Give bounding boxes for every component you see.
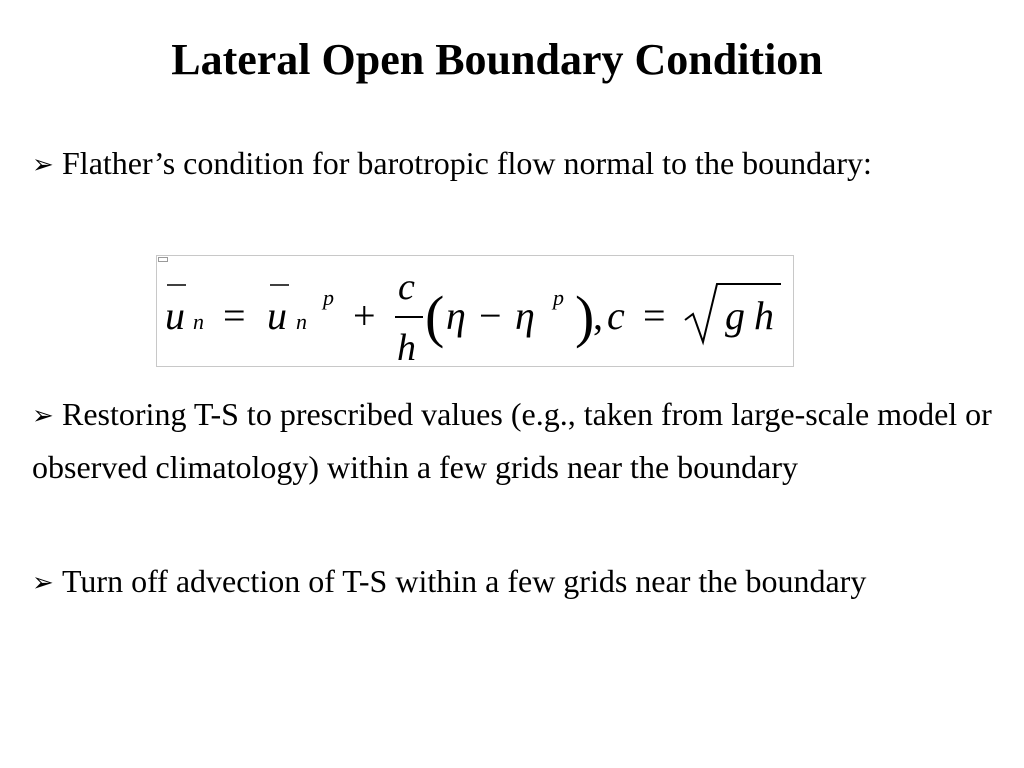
equation-svg — [157, 256, 795, 368]
superscript-p: p — [323, 285, 334, 310]
eta-symbol: η — [446, 293, 466, 338]
subscript-n-2: n — [296, 309, 307, 334]
arrowhead-bullet-icon: ➢ — [32, 401, 54, 431]
arrowhead-bullet-icon: ➢ — [32, 150, 54, 180]
left-paren: ( — [425, 284, 445, 349]
bullet-restoring — [32, 389, 992, 493]
equals-sign: = — [223, 293, 246, 338]
arrowhead-bullet-icon: ➢ — [32, 568, 54, 598]
h-symbol: h — [754, 293, 774, 338]
minus-sign: − — [479, 293, 502, 338]
bullet-text: Flather’s condition for barotropic flow normal to the boundary: — [62, 145, 872, 181]
slide-title: Lateral Open Boundary Condition — [171, 35, 823, 84]
numerator-c: c — [398, 266, 415, 308]
equals-sign-2: = — [643, 293, 666, 338]
bullet-text: Restoring T-S to prescribed values (e.g., taken from large-scale model or observed climatology) within a few grids near the boundary — [32, 396, 992, 485]
u-symbol-2: u — [267, 293, 287, 338]
denominator-h: h — [397, 327, 416, 368]
plus-sign: + — [353, 293, 376, 338]
u-symbol: u — [165, 293, 185, 338]
eta-symbol-2: η — [515, 293, 535, 338]
flather-equation — [156, 255, 794, 367]
c-symbol: c — [607, 293, 625, 338]
bullet-flather — [32, 138, 992, 191]
bullet-advection — [32, 556, 992, 609]
superscript-p-2: p — [553, 285, 564, 310]
bullet-text: Turn off advection of T-S within a few grids near the boundary — [62, 563, 867, 599]
comma: , — [593, 293, 603, 338]
g-symbol: g — [725, 293, 745, 338]
right-paren: ) — [575, 284, 595, 349]
subscript-n: n — [193, 309, 204, 334]
